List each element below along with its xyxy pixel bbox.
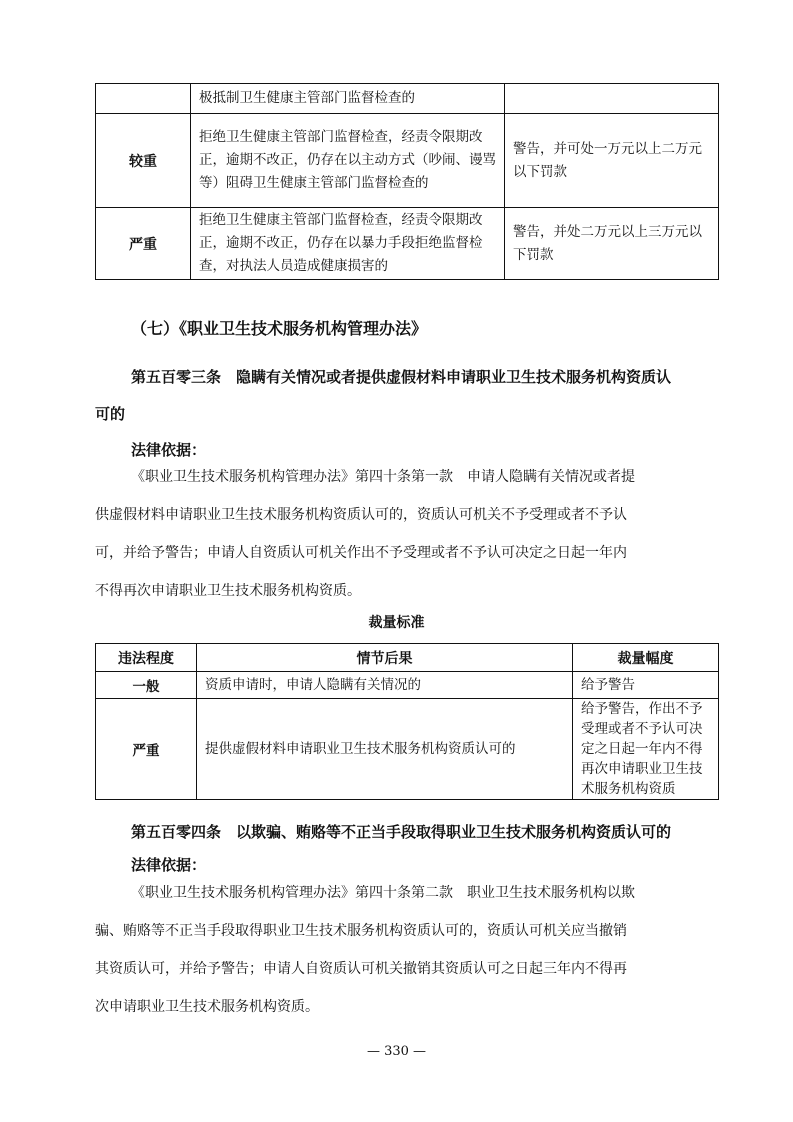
- header-level: 违法程度: [96, 644, 197, 672]
- penalty-cell: 警告，并可处一万元以上二万元以下罚款: [505, 114, 719, 208]
- table-row: [96, 699, 719, 800]
- situation-cell: 拒绝卫生健康主管部门监督检查，经责令限期改正，逾期不改正，仍存在以主动方式（吵闹、谩骂等）阻碍卫生健康主管部门监督检查的: [191, 114, 505, 208]
- text-line: 《职业卫生技术服务机构管理办法》第四十条第二款 职业卫生技术服务机构以欺: [131, 885, 635, 901]
- level-cell: [96, 84, 191, 114]
- legal-basis-label: 法律依据：: [131, 856, 207, 874]
- level-cell: 严重: [96, 699, 197, 800]
- table-header-row: [96, 644, 719, 672]
- header-situation: 情节后果: [197, 644, 573, 672]
- table-caption: 裁量标准: [368, 615, 425, 631]
- text-line: 骗、贿赂等不正当手段取得职业卫生技术服务机构资质认可的，资质认可机关应当撤销: [95, 923, 627, 939]
- discretion-table: [95, 643, 719, 800]
- situation-cell: 资质申请时，申请人隐瞒有关情况的: [197, 672, 573, 699]
- table-row: [96, 114, 719, 208]
- text-line: 其资质认可，并给予警告；申请人自资质认可机关撤销其资质认可之日起三年内不得再: [95, 961, 627, 977]
- text-line: 供虚假材料申请职业卫生技术服务机构资质认可的，资质认可机关不予受理或者不予认: [95, 507, 627, 523]
- situation-cell: 拒绝卫生健康主管部门监督检查，经责令限期改正，逾期不改正，仍存在以暴力手段拒绝监督检查，对执法人员造成健康损害的: [191, 208, 505, 280]
- page-number: — 330 —: [366, 1044, 427, 1059]
- table-row: [96, 84, 719, 114]
- level-cell: 一般: [96, 672, 197, 699]
- level-cell: 较重: [96, 114, 191, 208]
- legal-basis-label: 法律依据：: [131, 441, 207, 459]
- article-504-title: 第五百零四条 以欺骗、贿赂等不正当手段取得职业卫生技术服务机构资质认可的: [131, 823, 672, 841]
- text-line: 可，并给予警告；申请人自资质认可机关作出不予受理或者不予认可决定之日起一年内: [95, 545, 627, 561]
- legal-basis-text: [95, 874, 720, 1026]
- level-cell: 严重: [96, 208, 191, 280]
- text-line: 次申请职业卫生技术服务机构资质。: [95, 999, 319, 1015]
- situation-cell: 极抵制卫生健康主管部门监督检查的: [191, 84, 505, 114]
- legal-basis-text: [95, 458, 720, 610]
- table-row: [96, 208, 719, 280]
- penalty-cell: 警告，并处二万元以上三万元以下罚款: [505, 208, 719, 280]
- table-row: [96, 672, 719, 699]
- penalty-table-continued: [95, 83, 719, 280]
- penalty-cell: [505, 84, 719, 114]
- penalty-cell: 给予警告: [573, 672, 719, 699]
- text-line: 不得再次申请职业卫生技术服务机构资质。: [95, 583, 361, 599]
- situation-cell: 提供虚假材料申请职业卫生技术服务机构资质认可的: [197, 699, 573, 800]
- article-503-title: 第五百零三条 隐瞒有关情况或者提供虚假材料申请职业卫生技术服务机构资质认: [131, 368, 672, 386]
- section-title: （七）《职业卫生技术服务机构管理办法》: [131, 319, 428, 338]
- penalty-cell: 给予警告，作出不予受理或者不予认可决定之日起一年内不得再次申请职业卫生技术服务机构资质: [573, 699, 719, 800]
- article-503-title-cont: 可的: [95, 405, 126, 423]
- text-line: 《职业卫生技术服务机构管理办法》第四十条第一款 申请人隐瞒有关情况或者提: [131, 469, 635, 485]
- header-penalty: 裁量幅度: [573, 644, 719, 672]
